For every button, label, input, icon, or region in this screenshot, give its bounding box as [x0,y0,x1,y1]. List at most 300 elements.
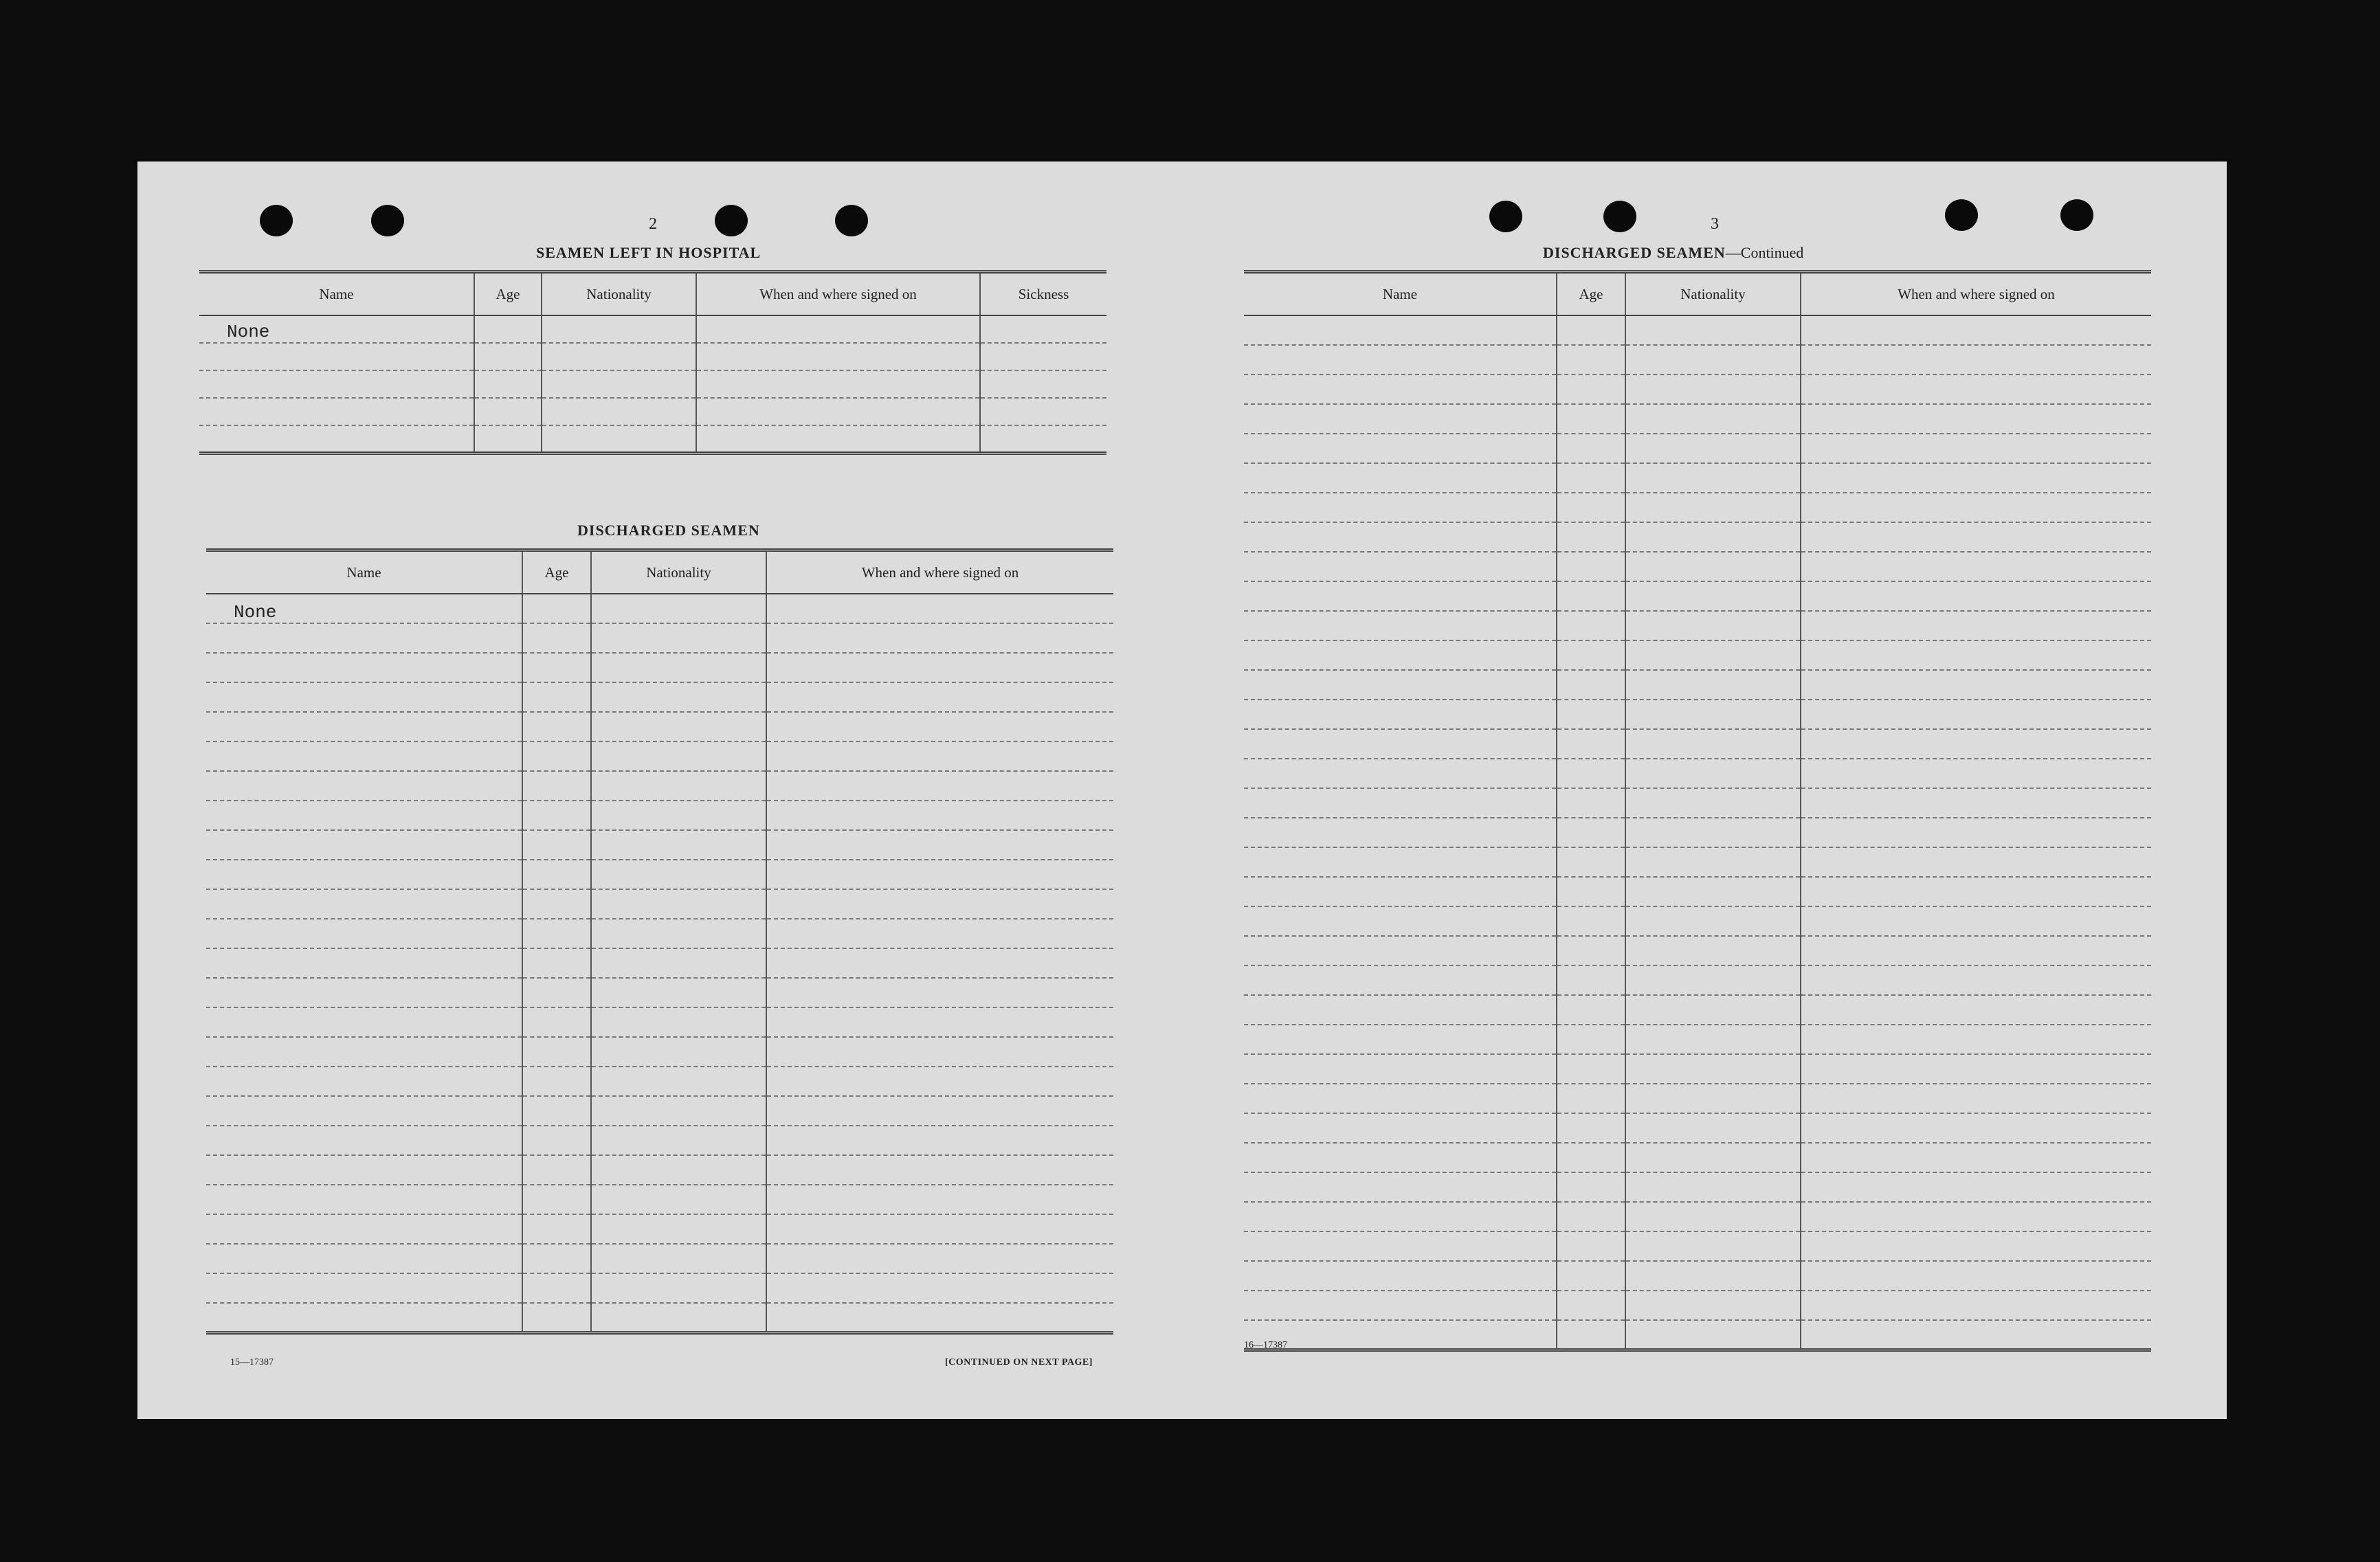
table-cell [1801,581,2151,611]
column-header: Age [522,550,591,594]
table-row [1244,1172,2151,1202]
table-cell [766,712,1113,741]
punch-hole [2060,199,2093,231]
table-cell [1801,434,2151,463]
table-cell [1625,1231,1801,1261]
table-cell [522,682,591,712]
table-cell [522,1244,591,1273]
table-cell [1557,906,1625,936]
scanned-form-sheet [137,161,2227,1419]
table-cell [1557,404,1625,434]
table-cell [1244,404,1557,434]
table-cell [522,1155,591,1185]
table-cell [1557,315,1625,345]
table-cell [1244,670,1557,700]
table-cell [522,623,591,653]
table-cell [1557,522,1625,552]
table-cell [1801,788,2151,818]
table-cell [766,801,1113,830]
table-row [1244,493,2151,522]
table-cell [766,741,1113,771]
table-cell [1244,434,1557,463]
table-row [206,860,1113,889]
punch-hole [1603,201,1636,232]
table-cell [591,594,766,623]
table-cell [591,1126,766,1155]
column-header: Name [199,272,474,316]
table-cell [1801,1143,2151,1172]
table-cell [1625,877,1801,906]
table-row [206,1155,1113,1185]
table-cell [1244,936,1557,966]
table-cell [696,398,980,425]
table-row [1244,906,2151,936]
table-cell [1244,1202,1557,1231]
table-cell [1557,434,1625,463]
table-cell [542,370,696,398]
table-cell [696,425,980,453]
column-header: Age [1557,272,1625,316]
table-cell [199,398,474,425]
punch-hole [835,205,868,236]
table-cell [1244,522,1557,552]
table-row [1244,670,2151,700]
table-cell [1801,877,2151,906]
table-row [1244,995,2151,1025]
table-cell [1557,1231,1625,1261]
table-cell [696,370,980,398]
table-cell [206,1244,522,1273]
table-cell [1625,1084,1801,1113]
table-row [206,594,1113,623]
table-cell [766,1007,1113,1037]
column-header: When and where signed on [696,272,980,316]
table-cell [1625,611,1801,640]
table-cell [206,1303,522,1332]
table-cell [522,830,591,860]
table-cell [1801,670,2151,700]
table-cell [1244,995,1557,1025]
table-row [206,1185,1113,1214]
table-cell [1625,1172,1801,1202]
table-cell [1625,522,1801,552]
table-cell [591,1007,766,1037]
table-cell [206,1155,522,1185]
table-cell [1625,315,1801,345]
table-row [206,1244,1113,1273]
table-cell [1625,581,1801,611]
table-cell [206,712,522,741]
hospital-section-title: SEAMEN LEFT IN HOSPITAL [536,244,761,261]
table-cell [522,1273,591,1303]
table-row [206,1067,1113,1096]
table-cell [766,1185,1113,1214]
table-cell [1625,345,1801,375]
table-row [1244,759,2151,788]
table-cell [766,860,1113,889]
table-row [206,771,1113,801]
table-cell [542,425,696,453]
table-cell [1801,315,2151,345]
table-row [1244,1231,2151,1261]
table-cell [591,1037,766,1067]
table-row [1244,375,2151,404]
table-cell [980,370,1106,398]
punch-hole [1489,201,1522,232]
table-cell [522,1037,591,1067]
table-cell [522,978,591,1007]
table-cell [591,771,766,801]
table-row [206,1126,1113,1155]
table-cell [1244,493,1557,522]
table-cell [1557,1143,1625,1172]
table-cell [522,594,591,623]
table-cell [1557,552,1625,581]
table-cell [1801,522,2151,552]
table-cell [1244,1231,1557,1261]
discharged-continued-section-title [1543,244,1803,262]
table-cell [980,425,1106,453]
table-cell [1801,1202,2151,1231]
column-header: Age [474,272,542,316]
table-cell [1244,877,1557,906]
discharged-section-title: DISCHARGED SEAMEN [577,522,760,539]
table-cell [1625,847,1801,877]
table-row [206,1273,1113,1303]
table-row [206,1096,1113,1126]
continued-on-next-page-note: [CONTINUED ON NEXT PAGE] [945,1357,1093,1368]
column-header: Nationality [542,272,696,316]
table-cell [980,398,1106,425]
table-cell [1244,759,1557,788]
table-cell [1557,1084,1625,1113]
left-page [137,161,1182,1419]
table-cell [1625,729,1801,759]
table-cell [1557,670,1625,700]
table-cell [766,919,1113,948]
table-row [206,948,1113,978]
table-cell [522,712,591,741]
table-row [199,370,1106,398]
table-cell [206,623,522,653]
table-cell [1801,463,2151,493]
table-row [206,1037,1113,1067]
table-cell [206,1126,522,1155]
table-cell [522,741,591,771]
right-page [1182,161,2227,1419]
table-cell [1801,1084,2151,1113]
table-row [1244,1261,2151,1291]
table-cell [206,1096,522,1126]
table-cell [1801,700,2151,729]
table-row [1244,847,2151,877]
table-cell [1557,581,1625,611]
table-cell [199,370,474,398]
column-header: Name [1244,272,1557,316]
discharged-table [206,548,1113,1335]
table-cell [1557,877,1625,906]
table-row [1244,345,2151,375]
table-cell [766,1244,1113,1273]
table-row [206,830,1113,860]
table-cell [1244,552,1557,581]
table-cell [591,801,766,830]
table-cell [766,771,1113,801]
table-row [206,889,1113,919]
table-cell [1244,611,1557,640]
table-cell [766,830,1113,860]
table-cell [1244,966,1557,995]
table-cell [1625,906,1801,936]
table-cell [591,1303,766,1332]
table-row [1244,640,2151,670]
table-row [1244,700,2151,729]
table-cell [1801,818,2151,847]
table-row [206,653,1113,682]
table-cell [1557,611,1625,640]
table-cell [1625,936,1801,966]
table-cell [591,741,766,771]
table-cell [1801,1172,2151,1202]
table-cell [1557,375,1625,404]
column-header: Nationality [591,550,766,594]
table-cell [1801,1113,2151,1143]
table-cell [1625,1261,1801,1291]
table-row [1244,936,2151,966]
table-row [206,801,1113,830]
column-header: Nationality [1625,272,1801,316]
table-cell [522,948,591,978]
table-cell [1244,788,1557,818]
table-cell [542,343,696,370]
table-cell [766,1096,1113,1126]
table-cell [1625,404,1801,434]
table-cell [206,889,522,919]
punch-hole [260,205,293,236]
table-cell [1244,906,1557,936]
table-cell [1244,1291,1557,1320]
table-cell [206,860,522,889]
table-cell [522,1126,591,1155]
table-cell [474,315,542,343]
table-cell [206,978,522,1007]
table-cell [206,801,522,830]
table-cell [542,315,696,343]
table-row [1244,1084,2151,1113]
table-cell [1801,552,2151,581]
table-cell [766,978,1113,1007]
table-row [1244,1202,2151,1231]
table-row [1244,611,2151,640]
table-row [1244,315,2151,345]
table-cell [1801,345,2151,375]
table-cell [1625,493,1801,522]
table-cell [766,594,1113,623]
table-cell [1244,847,1557,877]
table-cell [766,948,1113,978]
table-cell [1244,640,1557,670]
table-row [206,1007,1113,1037]
table-cell [1557,788,1625,818]
table-cell [1557,640,1625,670]
table-cell [1625,463,1801,493]
table-cell [474,425,542,453]
punch-hole [371,205,404,236]
table-cell [591,712,766,741]
table-row [1244,877,2151,906]
table-row [206,682,1113,712]
table-cell [766,1126,1113,1155]
table-cell [206,741,522,771]
table-cell [1625,1202,1801,1231]
table-cell [1244,729,1557,759]
table-cell [696,343,980,370]
table-cell [1557,936,1625,966]
table-row [199,315,1106,343]
section-title-text: DISCHARGED SEAMEN [1543,244,1726,261]
table-cell [522,1096,591,1126]
table-cell [1244,463,1557,493]
table-cell [1557,1113,1625,1143]
table-cell [1625,552,1801,581]
table-header-row [1244,272,2151,316]
table-row [206,978,1113,1007]
section-title-suffix: —Continued [1725,244,1804,261]
table-cell [1244,345,1557,375]
table-cell [1625,1025,1801,1054]
table-cell [766,1214,1113,1244]
punch-hole [1945,199,1978,231]
table-cell [766,1155,1113,1185]
table-cell [1244,1025,1557,1054]
table-cell [206,948,522,978]
table-cell [766,623,1113,653]
table-cell [542,398,696,425]
table-cell [522,1214,591,1244]
table-cell [1557,759,1625,788]
discharged-continued-table [1244,270,2151,1352]
table-row [1244,552,2151,581]
table-cell [1625,1143,1801,1172]
table-cell [1801,1261,2151,1291]
table-cell [206,1185,522,1214]
table-cell [1801,847,2151,877]
table-cell: None [199,315,474,343]
table-cell [1801,906,2151,936]
table-cell [1801,936,2151,966]
table-cell [1625,1320,1801,1350]
table-row [1244,788,2151,818]
table-cell [1244,1320,1557,1350]
table-cell [591,1067,766,1096]
table-cell [1244,315,1557,345]
table-cell [766,1067,1113,1096]
table-cell [1557,1025,1625,1054]
table-cell [1557,1261,1625,1291]
table-row [206,1303,1113,1332]
table-cell [522,1185,591,1214]
table-cell [1244,375,1557,404]
table-cell [1625,1113,1801,1143]
table-row [1244,1025,2151,1054]
table-cell [1625,966,1801,995]
table-cell [1801,966,2151,995]
table-cell [1801,640,2151,670]
form-number: 15—17387 [230,1357,274,1368]
table-row [1244,522,2151,552]
table-cell [206,1067,522,1096]
table-header-row [199,272,1106,316]
table-cell [1557,493,1625,522]
form-number: 16—17387 [1244,1340,1287,1350]
table-cell [1801,493,2151,522]
table-cell [206,830,522,860]
table-cell [522,1303,591,1332]
table-cell [1625,1054,1801,1084]
page-number: 2 [649,215,657,233]
table-row [206,919,1113,948]
table-cell [1801,1231,2151,1261]
table-cell [696,315,980,343]
table-cell [1625,670,1801,700]
table-row [199,425,1106,453]
table-row [206,712,1113,741]
table-cell [591,978,766,1007]
table-cell [591,1214,766,1244]
table-row [206,623,1113,653]
table-cell [1244,1143,1557,1172]
table-cell [1244,1113,1557,1143]
table-cell [980,343,1106,370]
table-cell [1801,1025,2151,1054]
table-cell [1625,788,1801,818]
table-cell [1557,847,1625,877]
table-cell [1625,700,1801,729]
table-cell [1557,995,1625,1025]
table-cell [1557,1054,1625,1084]
table-cell [474,398,542,425]
table-row [1244,729,2151,759]
table-cell [522,919,591,948]
table-cell [199,425,474,453]
table-cell [1801,404,2151,434]
table-cell [1557,463,1625,493]
column-header: When and where signed on [766,550,1113,594]
table-cell [1625,1291,1801,1320]
table-cell [591,1185,766,1214]
table-cell [591,682,766,712]
punch-hole [715,205,748,236]
table-cell [474,370,542,398]
table-cell [522,860,591,889]
table-cell [591,1155,766,1185]
table-header-row [206,550,1113,594]
table-row [1244,1113,2151,1143]
table-cell [1244,581,1557,611]
table-cell [1801,1320,2151,1350]
table-cell [206,919,522,948]
table-cell [1625,375,1801,404]
table-cell [591,830,766,860]
table-cell [1244,700,1557,729]
table-cell [591,889,766,919]
column-header: Name [206,550,522,594]
table-cell [766,1273,1113,1303]
table-cell [766,653,1113,682]
table-cell [980,315,1106,343]
table-row [1244,463,2151,493]
table-cell [1557,700,1625,729]
